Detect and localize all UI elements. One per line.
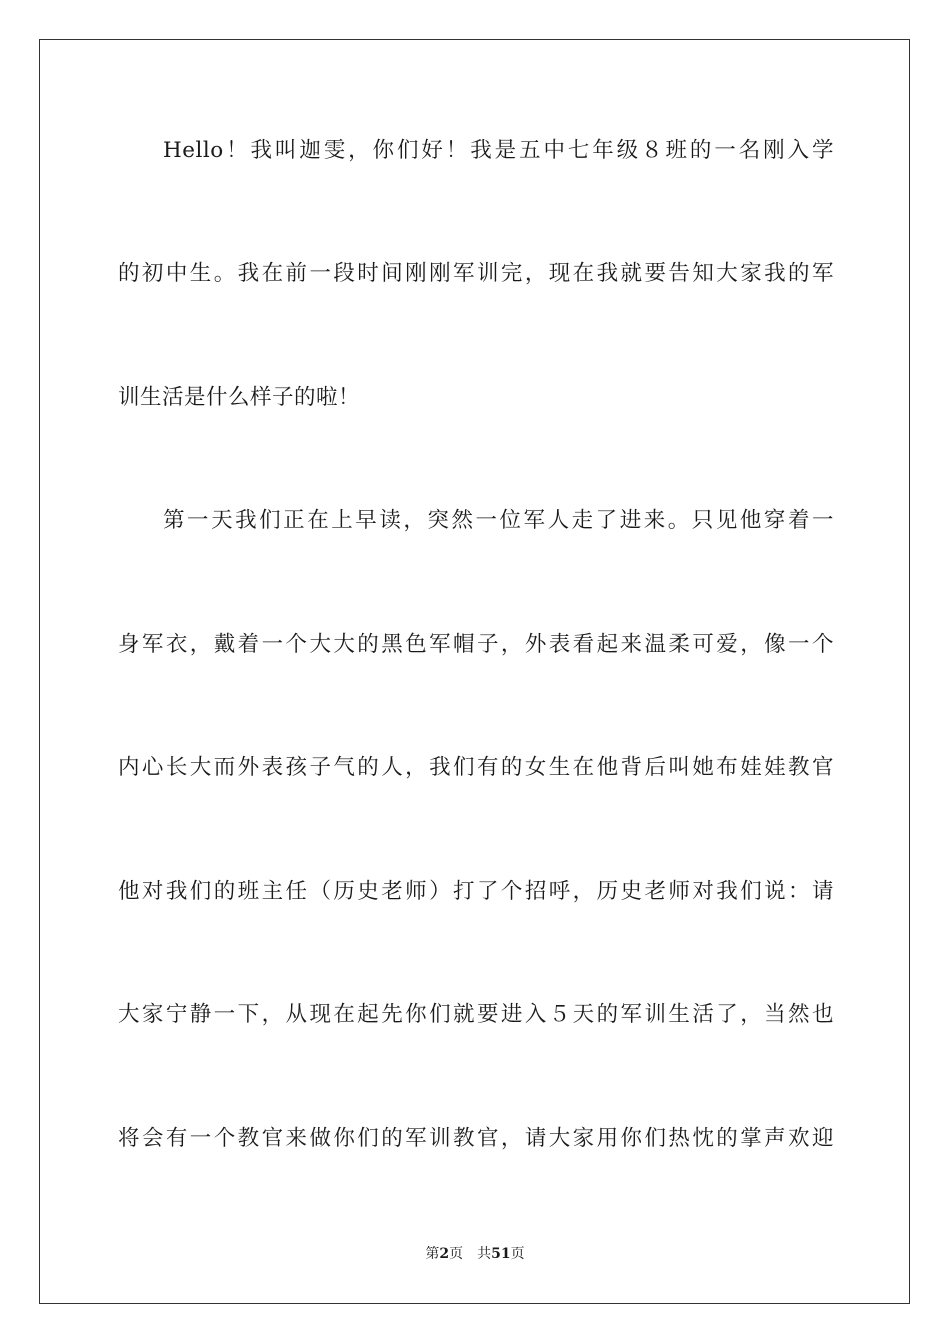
paragraph-2-line-4: 他对我们的班主任（历史老师）打了个招呼，历史老师对我们说：请 [118, 879, 834, 904]
page-frame [39, 39, 910, 1304]
paragraph-1-line-1: Hello！我叫迦雯，你们好！我是五中七年级８班的一名刚入学 [163, 138, 834, 163]
paragraph-2-line-5: 大家宁静一下，从现在起先你们就要进入５天的军训生活了，当然也 [118, 1002, 834, 1027]
paragraph-2-line-3: 内心长大而外表孩子气的人，我们有的女生在他背后叫她布娃娃教官 [118, 755, 834, 780]
page-number: 2 [439, 1246, 450, 1262]
page-footer [0, 1243, 950, 1263]
total-suffix: 页 [510, 1246, 525, 1262]
paragraph-2-line-6: 将会有一个教官来做你们的军训教官，请大家用你们热忱的掌声欢迎 [118, 1126, 834, 1151]
page-suffix: 页 [449, 1246, 464, 1262]
page-prefix: 第 [425, 1246, 440, 1262]
total-pages: 51 [491, 1246, 511, 1262]
paragraph-2-line-2: 身军衣，戴着一个大大的黑色军帽子，外表看起来温柔可爱，像一个 [118, 632, 834, 657]
paragraph-1-line-3: 训生活是什么样子的啦！ [118, 385, 361, 410]
paragraph-2-line-1: 第一天我们正在上早读，突然一位军人走了进来。只见他穿着一 [163, 508, 834, 533]
paragraph-1-line-2: 的初中生。我在前一段时间刚刚军训完，现在我就要告知大家我的军 [118, 261, 834, 286]
total-prefix: 共 [477, 1246, 492, 1262]
